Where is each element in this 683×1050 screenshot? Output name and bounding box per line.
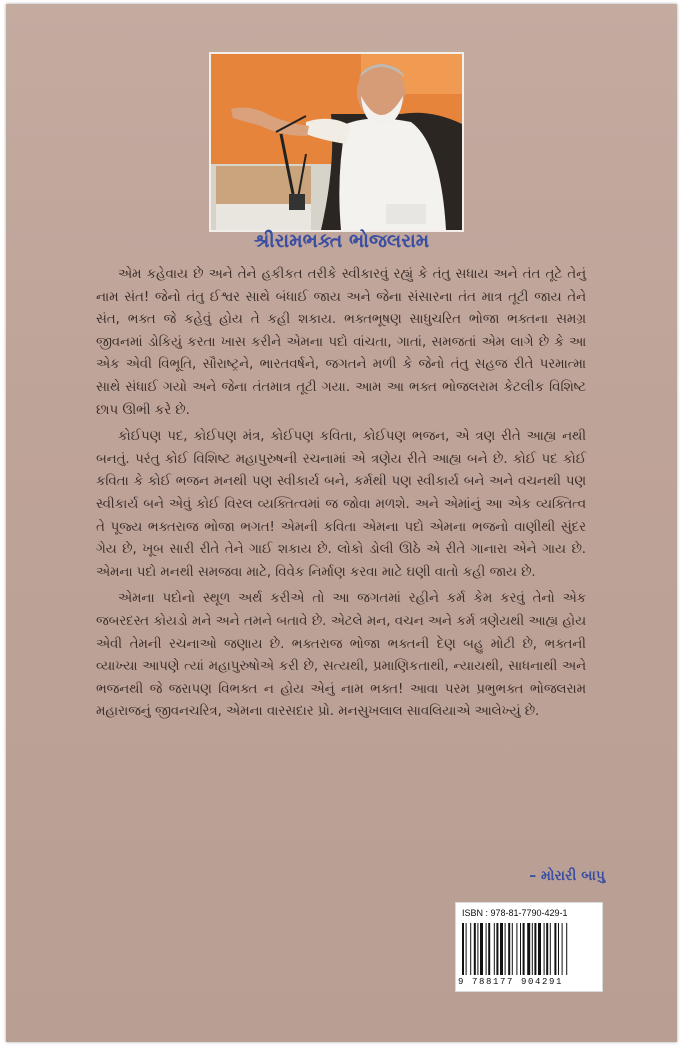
isbn-barcode (455, 902, 603, 992)
barcode-bars (462, 923, 596, 977)
blurb-paragraph-2: કોઈપણ પદ, કોઈપણ મંત્ર, કોઈપણ કવિતા, કોઈપણ ભજન, એ ત્રણ રીતે આહ્ય નથી બનતું. પરંતુ કોઈ વિશિષ્ટ મહાપુરુષની રચનામાં એ ત્રણેય રીતે આહ્ય બને છે. કોઈ પદ કોઈ કવિતા કે કોઈ ભજન મનથી પણ સ્વીકાર્ય બને, કર્મથી પણ સ્વીકાર્ય બને અને વચનથી પણ સ્વીકાર્ય બને એવું કોઈ વિરલ વ્યક્તિત્વમાં જ જોવા મળશે. અને એમાંનું આ એક વ્યક્તિત્વ તે પૂજ્ય ભક્તરાજ ભોજા ભગત! એમની કવિતા એમના પદો એમના ભજનો વાણીથી સુંદર ગેય છે, ખૂબ સારી રીતે તેને ગાઈ શકાય છે. લોકો ડોલી ઊઠે એ રીતે ગાનારા એને ગાય છે. એમના પદો મનથી સમજવા માટે, વિવેક નિર્માણ કરવા માટે ઘણી વાતો કહી જાય છે. (96, 429, 586, 580)
blurb-paragraph-1: એમ કહેવાય છે અને તેને હકીકત તરીકે સ્વીકારવું રહ્યું કે તંતુ સધાય અને તંત તૂટે તેનું નામ સંત! જેનો તંતુ ઈશ્વર સાથે બંધાઈ જાય અને જેના સંસારના તંત માત્ર તૂટી જાય તેને સંત, ભક્ત જે કહેવું હોય તે કહી શકાય. ભક્તભૂષણ સાધુચરિત ભોજા ભક્તના સમગ્ર જીવનમાં ડોકિયું કરતા ખાસ કરીને એમના પદો વાંચતા, ગાતાં, સમજતાં એમ લાગે છે કે આ એક એવી વિભૂતિ, સૌરાષ્ટ્રને, ભારતવર્ષને, જગતને મળી કે જેનો તંતુ સહજ રીતે પરમાત્મા સાથે સંધાઈ ગયો અને જેના તંતમાત્ર તૂટી ગયા. આમ આ ભક્ત ભોજલરામ કેટલીક વિશિષ્ટ છાપ ઊભી કરે છે. (96, 267, 586, 418)
isbn-digits: 9 788177 904291 (458, 977, 564, 987)
book-title: શ્રીરામભક્ત ભોજલરામ (253, 230, 430, 252)
author-photo (209, 52, 464, 232)
blurb-text (96, 264, 586, 728)
isbn-label: ISBN : 978-81-7790-429-1 (462, 908, 568, 918)
author-signature: – મોરારી બાપુ (529, 868, 605, 884)
blurb-paragraph-3: એમના પદોનો સ્થૂળ અર્થ કરીએ તો આ જગતમાં રહીને કર્મ કેમ કરવું તેનો એક જબરદસ્ત કોયડો મને અને તમને બતાવે છે. એટલે મન, વચન અને કર્મ ત્રણેયથી આહ્ય હોય એવી તેમની રચનાઓ જણાય છે. ભક્તરાજ ભોજા ભક્તની દેણ બહુ મોટી છે, ભક્તની વ્યાખ્યા આપણે ત્યાં મહાપુરુષોએ કરી છે, સત્યથી, પ્રમાણિકતાથી, ન્યાયથી, સાધનાથી અને ભજનથી જે જરાપણ વિભક્ત ન હોય એનું નામ ભક્ત! આવા પરમ પ્રભુભક્ત ભોજલરામ મહારાજનું જીવનચરિત્ર, એમના વારસદાર પ્રો. મનસુખલાલ સાવલિયાએ આલેખ્યું છે. (96, 591, 586, 720)
